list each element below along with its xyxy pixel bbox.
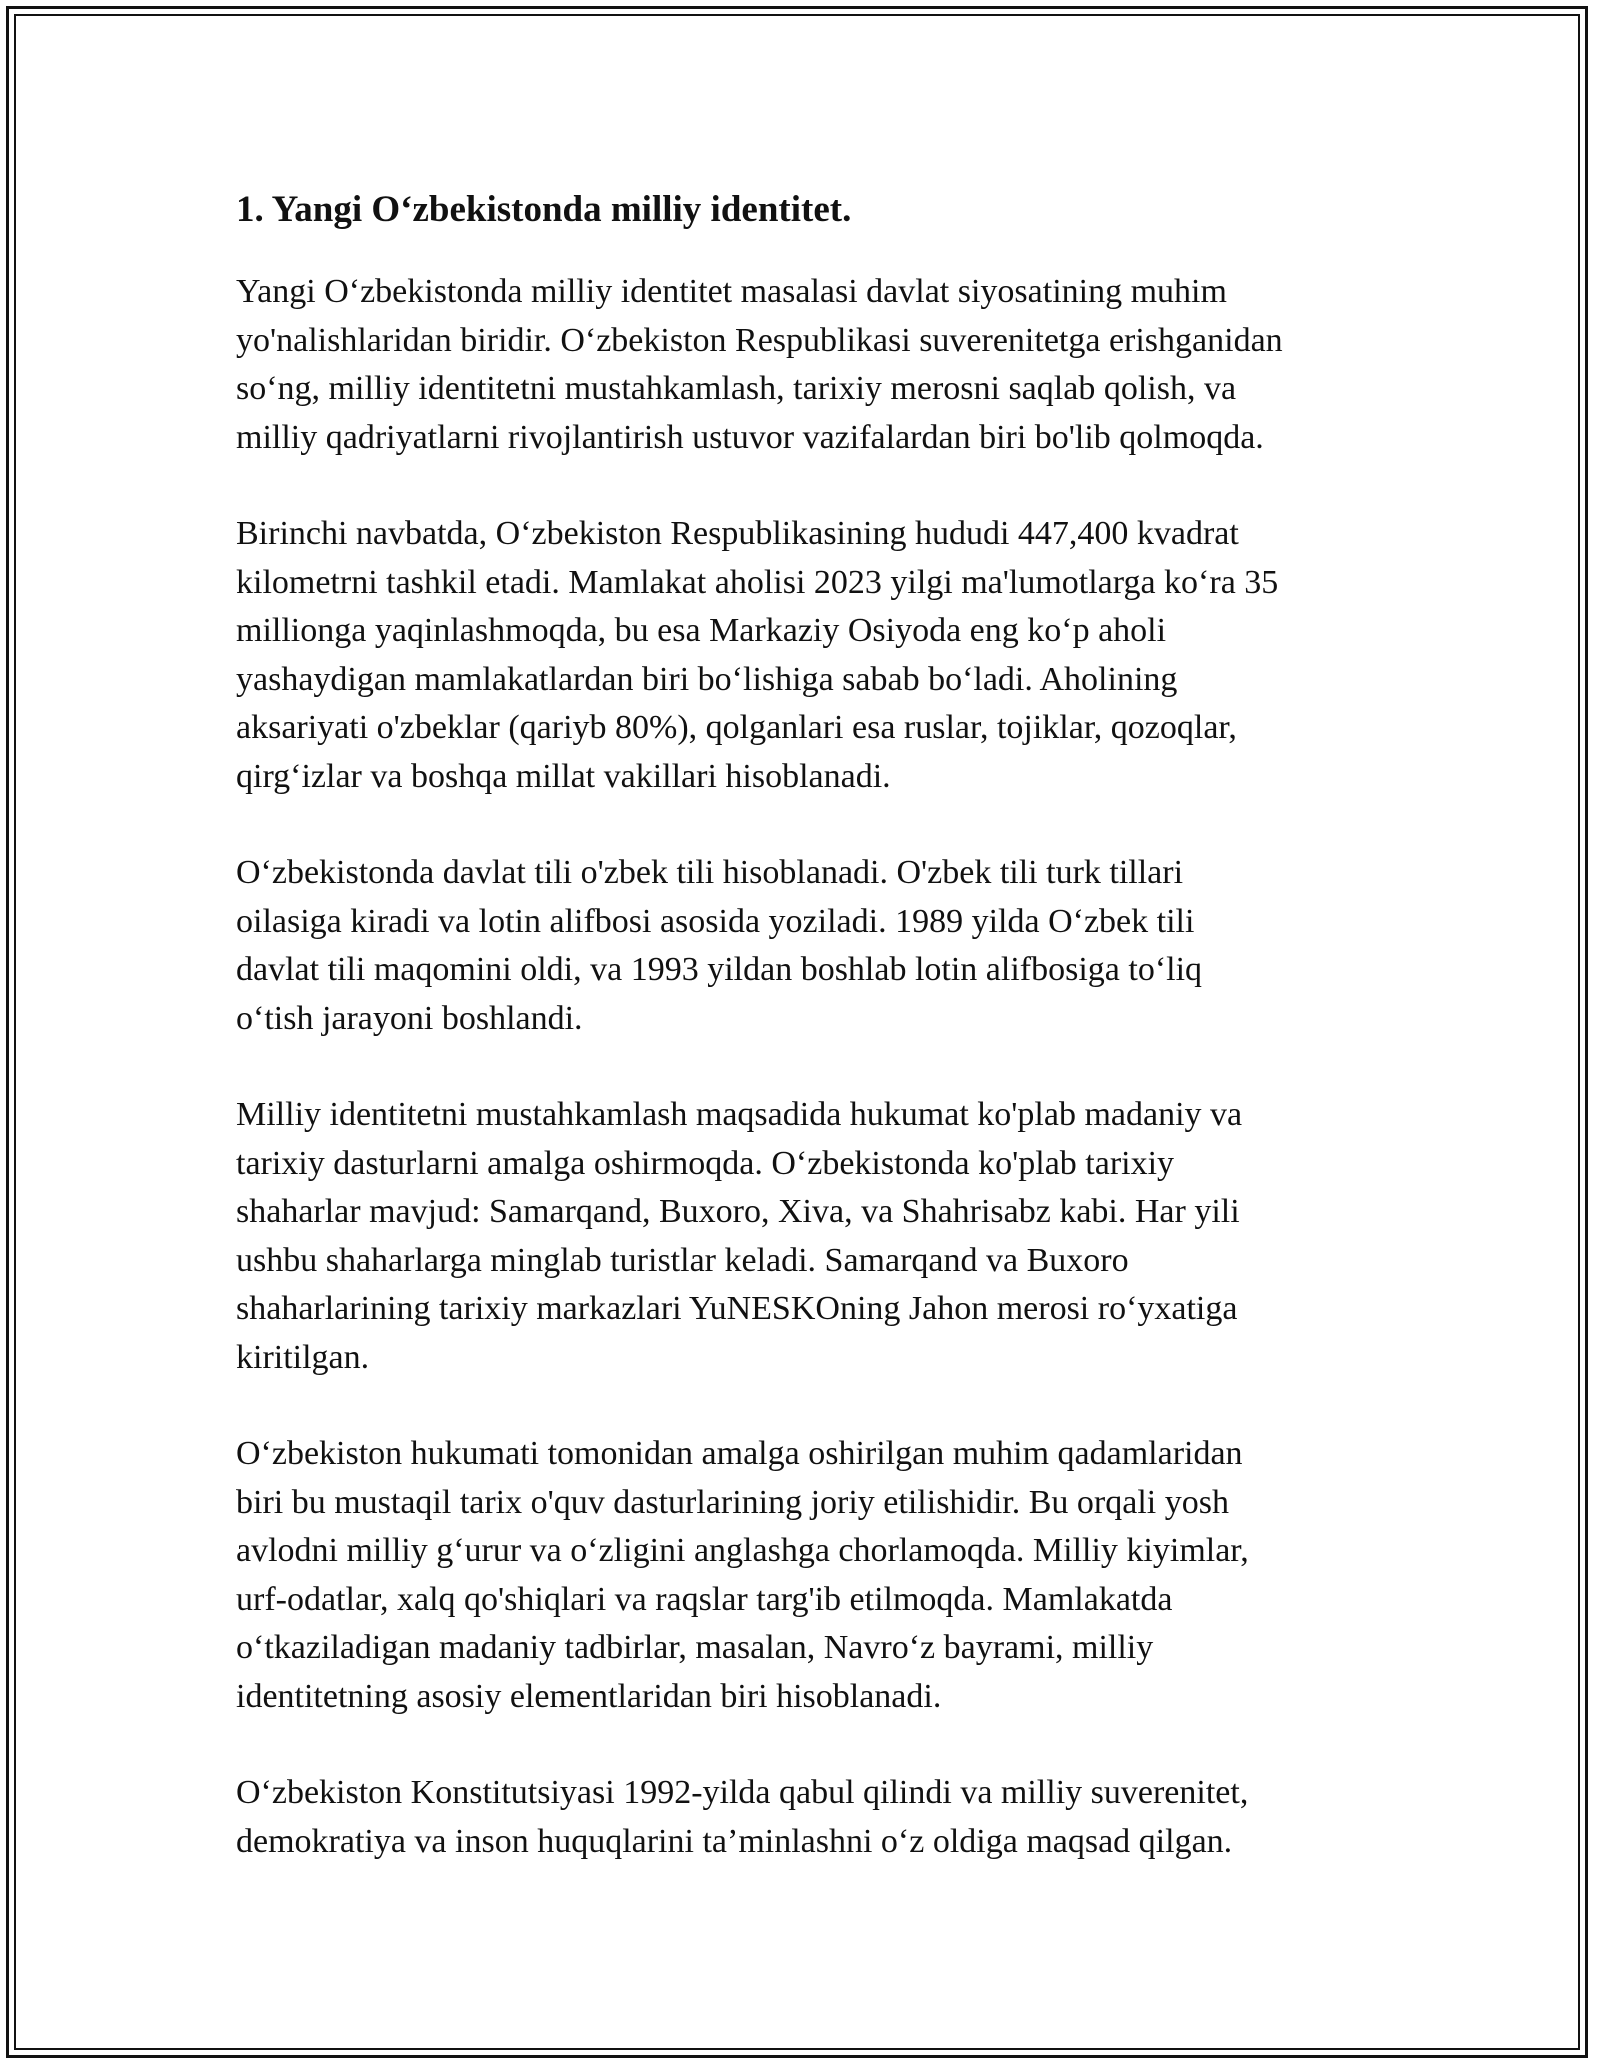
paragraph-line: milliy qadriyatlarni rivojlantirish ustuvor vazifalardan biri bo'lib qolmoqda.	[236, 418, 1264, 456]
paragraph-line: kiritilgan.	[236, 1338, 370, 1376]
paragraph-line: demokratiya va inson huquqlarini ta’minlashni o‘z oldiga maqsad qilgan.	[236, 1822, 1233, 1860]
paragraph-line: shaharlar mavjud: Samarqand, Buxoro, Xiva, va Shahrisabz kabi. Har yili	[236, 1193, 1240, 1230]
paragraph	[236, 1769, 1386, 1866]
paragraph-line: yo'nalishlaridan biridir. O‘zbekiston Respublikasi suverenitetga erishganidan	[236, 321, 1283, 359]
paragraph-line: qirg‘izlar va boshqa millat vakillari hisoblanadi.	[236, 757, 891, 795]
paragraph-line: aksariyati o'zbeklar (qariyb 80%), qolganlari esa ruslar, tojiklar, qozoqlar,	[236, 709, 1237, 746]
paragraph-list	[236, 268, 1386, 1866]
paragraph	[236, 268, 1386, 462]
paragraph-line: millionga yaqinlashmoqda, bu esa Markaziy Osiyoda eng ko‘p aholi	[236, 612, 1167, 649]
paragraph	[236, 510, 1386, 801]
paragraph-line: O‘zbekiston hukumati tomonidan amalga oshirilgan muhim qadamlaridan	[236, 1435, 1243, 1472]
paragraph-line: kilometrni tashkil etadi. Mamlakat aholisi 2023 yilgi ma'lumotlarga ko‘ra 35	[236, 563, 1279, 601]
paragraph-line: yashaydigan mamlakatlardan biri bo‘lishiga sabab bo‘ladi. Aholining	[236, 660, 1178, 698]
paragraph-line: so‘ng, milliy identitetni mustahkamlash, tarixiy merosni saqlab qolish, va	[236, 370, 1237, 407]
paragraph-line: davlat tili maqomini oldi, va 1993 yildan boshlab lotin alifbosiga to‘liq	[236, 951, 1203, 988]
paragraph-line: O‘zbekiston Konstitutsiyasi 1992-yilda qabul qilindi va milliy suverenitet,	[236, 1774, 1249, 1811]
paragraph-line: identitetning asosiy elementlaridan biri hisoblanadi.	[236, 1677, 942, 1715]
paragraph-line: o‘tkaziladigan madaniy tadbirlar, masalan, Navro‘z bayrami, milliy	[236, 1629, 1154, 1666]
paragraph-line: urf-odatlar, xalq qo'shiqlari va raqslar targ'ib etilmoqda. Mamlakatda	[236, 1580, 1173, 1618]
document-title: 1. Yangi O‘zbekistonda milliy identitet.	[236, 189, 852, 230]
paragraph-line: avlodni milliy g‘urur va o‘zligini anglashga chorlamoqda. Milliy kiyimlar,	[236, 1532, 1249, 1569]
paragraph-line: biri bu mustaqil tarix o'quv dasturlarining joriy etilishidir. Bu orqali yosh	[236, 1483, 1229, 1521]
paragraph-line: tarixiy dasturlarni amalga oshirmoqda. O‘zbekistonda ko'plab tarixiy	[236, 1144, 1175, 1182]
paragraph-line: ushbu shaharlarga minglab turistlar keladi. Samarqand va Buxoro	[236, 1241, 1129, 1279]
paragraph-line: Birinchi navbatda, O‘zbekiston Respublikasining hududi 447,400 kvadrat	[236, 515, 1239, 552]
paragraph-line: oilasiga kiradi va lotin alifbosi asosida yoziladi. 1989 yilda O‘zbek tili	[236, 902, 1195, 940]
paragraph-line: shaharlarining tarixiy markazlari YuNESKOning Jahon merosi ro‘yxatiga	[236, 1290, 1238, 1327]
paragraph	[236, 1091, 1386, 1382]
paragraph	[236, 1430, 1386, 1721]
paragraph-line: Yangi O‘zbekistonda milliy identitet masalasi davlat siyosatining muhim	[236, 273, 1227, 310]
paragraph-line: Milliy identitetni mustahkamlash maqsadida hukumat ko'plab madaniy va	[236, 1096, 1243, 1133]
paragraph-line: o‘tish jarayoni boshlandi.	[236, 999, 583, 1037]
paragraph	[236, 849, 1386, 1043]
paragraph-line: O‘zbekistonda davlat tili o'zbek tili hisoblanadi. O'zbek tili turk tillari	[236, 854, 1184, 891]
document-body	[236, 186, 1386, 1914]
